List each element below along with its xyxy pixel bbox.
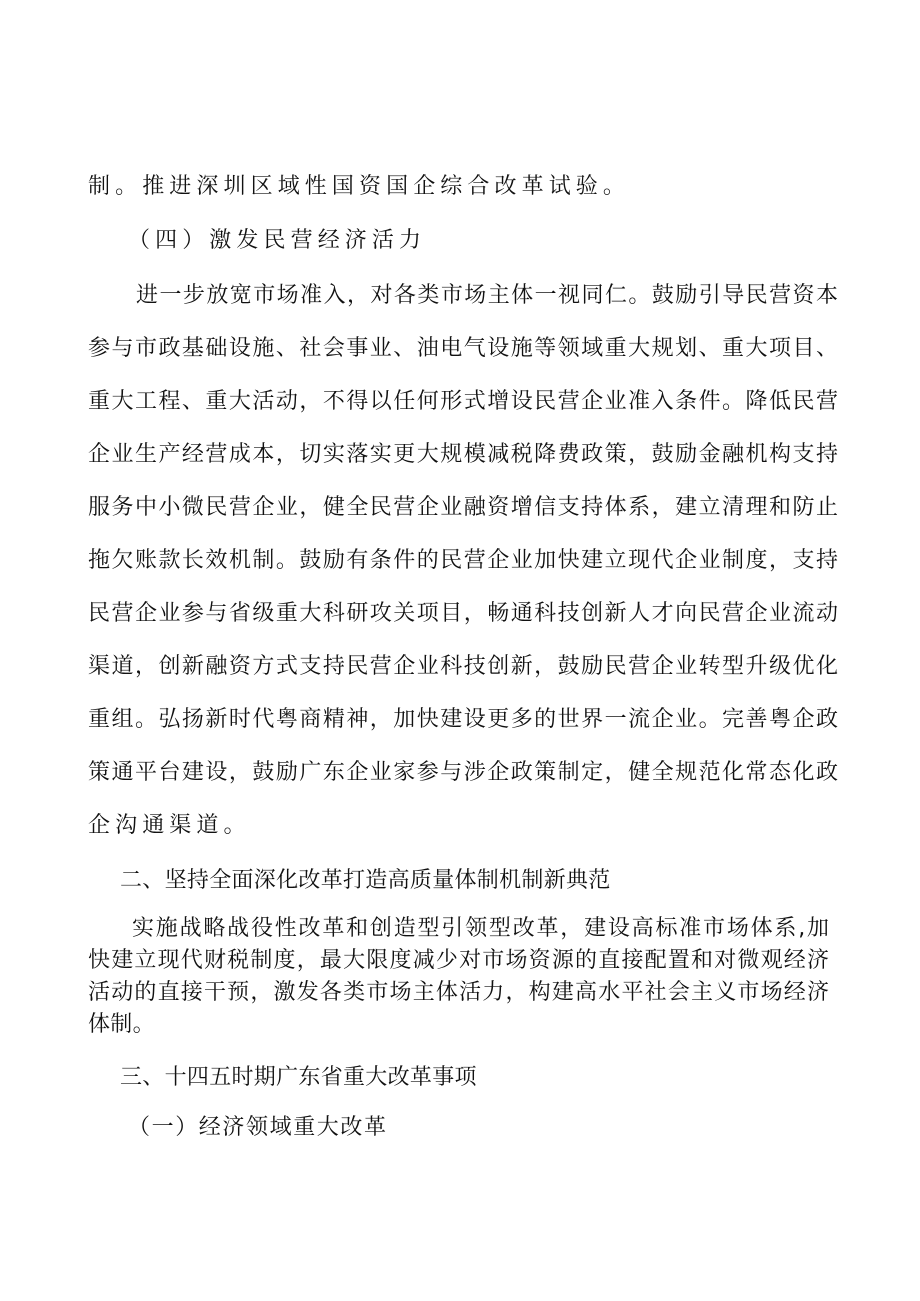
paragraph-line-text: 进一步放宽市场准入，对各类市场主体一视同仁。鼓励引导民营资本	[136, 283, 838, 308]
section-four-heading-text: （四）激发民营经济活力	[128, 228, 427, 253]
paragraph-line	[88, 758, 838, 788]
paragraph-line	[132, 914, 829, 944]
paragraph-line	[88, 946, 829, 976]
paragraph-line-text: 快建立现代财税制度，最大限度减少对市场资源的直接配置和对微观经济	[88, 948, 829, 973]
paragraph-line	[88, 705, 838, 735]
paragraph-line-text: 民营企业参与省级重大科研攻关项目，畅通科技创新人才向民营企业流动	[88, 601, 838, 626]
section-two-heading-text: 二、坚持全面深化改革打造高质量体制机制新典范	[120, 868, 611, 893]
paragraph-line	[88, 387, 838, 417]
section-two-heading	[120, 866, 611, 896]
paragraph-line-text: 参与市政基础设施、社会事业、油电气设施等领域重大规划、重大项目、	[88, 336, 838, 361]
paragraph-line	[88, 652, 838, 682]
paragraph-line	[136, 281, 838, 311]
paragraph-line-text: 企沟通渠道。	[88, 813, 251, 838]
section-three-heading-text: 三、十四五时期广东省重大改革事项	[120, 1065, 477, 1090]
paragraph-line-text: 重组。弘扬新时代粤商精神，加快建设更多的世界一流企业。完善粤企政	[88, 707, 838, 732]
paragraph-line-text: 体制。	[88, 1012, 155, 1037]
section-three-subheading	[128, 1113, 388, 1143]
continuation-line	[88, 172, 630, 202]
section-three-subheading-text: （一）经济领域重大改革	[128, 1115, 388, 1140]
paragraph-line-text: 拖欠账款长效机制。鼓励有条件的民营企业加快建立现代企业制度，支持	[88, 548, 838, 573]
paragraph-line	[88, 978, 829, 1008]
section-three-heading	[120, 1063, 477, 1093]
paragraph-line	[88, 811, 251, 841]
paragraph-line	[88, 334, 838, 364]
paragraph-line-text: 服务中小微民营企业，健全民营企业融资增信支持体系，建立清理和防止	[88, 495, 838, 520]
paragraph-line	[88, 493, 838, 523]
paragraph-line	[88, 599, 838, 629]
paragraph-line-text: 实施战略战役性改革和创造型引领型改革，建设高标准市场体系,加	[132, 916, 829, 941]
paragraph-line	[88, 1010, 155, 1040]
paragraph-line-text: 重大工程、重大活动，不得以任何形式增设民营企业准入条件。降低民营	[88, 389, 838, 414]
paragraph-line	[88, 546, 838, 576]
paragraph-line-text: 活动的直接干预，激发各类市场主体活力，构建高水平社会主义市场经济	[88, 980, 829, 1005]
section-four-heading	[128, 226, 426, 256]
paragraph-line-text: 企业生产经营成本，切实落实更大规模减税降费政策，鼓励金融机构支持	[88, 442, 838, 467]
paragraph-line-text: 渠道，创新融资方式支持民营企业科技创新，鼓励民营企业转型升级优化	[88, 654, 838, 679]
continuation-text: 制。推进深圳区域性国资国企综合改革试验。	[88, 174, 631, 199]
paragraph-line	[88, 440, 838, 470]
paragraph-line-text: 策通平台建设，鼓励广东企业家参与涉企政策制定，健全规范化常态化政	[88, 760, 838, 785]
